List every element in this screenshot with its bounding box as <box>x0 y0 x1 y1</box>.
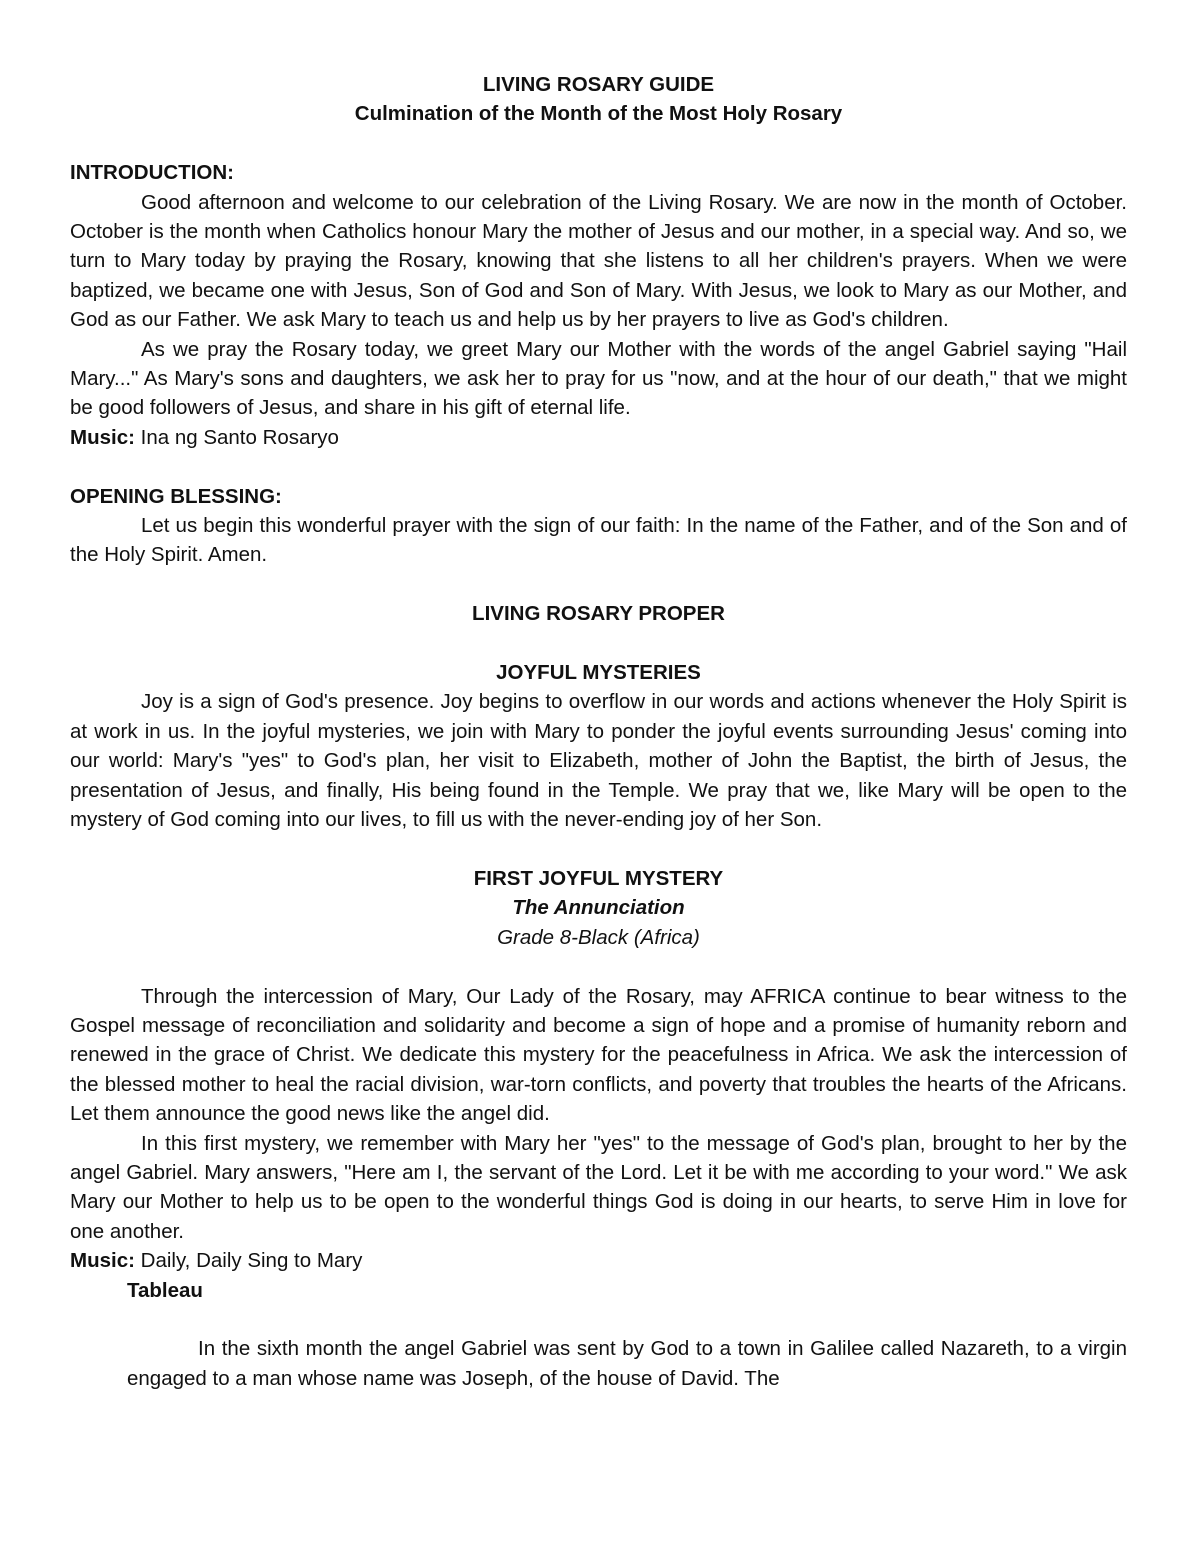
first-mystery-heading: FIRST JOYFUL MYSTERY <box>473 866 724 890</box>
tableau-label: Tableau <box>127 1278 203 1302</box>
spacer <box>70 1305 1127 1334</box>
rosary-proper-heading: LIVING ROSARY PROPER <box>472 602 725 626</box>
music-value: Daily, Daily Sing to Mary <box>134 1249 363 1273</box>
spacer <box>70 570 1127 599</box>
document-title: LIVING ROSARY GUIDE <box>482 73 715 96</box>
introduction-paragraph-1: Good afternoon and welcome to our celebration of the Living Rosary. We are now in the month of October. October is the month when Catholics honour Mary the mother of Jesus and our mother, in a special way. And so, we turn to Mary today by praying the Rosary, knowing that she listens to all her children's prayers. When we were baptized, we became one with Jesus, Son of God and Son of Mary. With Jesus, we look to Mary as our Mother, and God as our Father. We ask Mary to teach us and help us by her prayers to live as God's children. <box>70 190 1127 332</box>
music-value: Ina ng Santo Rosaryo <box>134 425 339 449</box>
spacer <box>70 629 1127 658</box>
introduction-heading: INTRODUCTION: <box>70 161 234 185</box>
music-label: Music: <box>70 1249 135 1273</box>
document-page <box>70 70 1127 1393</box>
spacer <box>70 952 1127 981</box>
first-mystery-music <box>70 1246 1127 1275</box>
music-label: Music: <box>70 425 135 449</box>
tableau-reading: In the sixth month the angel Gabriel was sent by God to a town in Galilee called Nazareth, to a virgin engaged to a man whose name was Joseph, of the house of David. The <box>127 1337 1127 1390</box>
opening-blessing-text: Let us begin this wonderful prayer with the sign of our faith: In the name of the Father, and of the Son and of the Holy Spirit. Amen. <box>70 514 1127 567</box>
spacer <box>70 835 1127 864</box>
first-mystery-name: The Annunciation <box>512 896 685 920</box>
document-subtitle: Culmination of the Month of the Most Holy Rosary <box>354 102 843 126</box>
first-mystery-paragraph-2: In this first mystery, we remember with Mary her "yes" to the message of God's plan, brought to her by the angel Gabriel. Mary answers, "Here am I, the servant of the Lord. Let it be with me according to your word." We ask Mary our Mother to help us to be open to the wonderful things God is doing in our hearts, to serve Him in love for one another. <box>70 1131 1127 1243</box>
spacer <box>70 452 1127 481</box>
opening-blessing-heading: OPENING BLESSING: <box>70 484 282 508</box>
first-mystery-paragraph-1: Through the intercession of Mary, Our Lady of the Rosary, may AFRICA continue to bear witness to the Gospel message of reconciliation and solidarity and become a sign of hope and a promise of humanity reborn and renewed in the grace of Christ. We dedicate this mystery for the peacefulness in Africa. We ask the intercession of the blessed mother to heal the racial division, war-torn conflicts, and poverty that troubles the hearts of the Africans. Let them announce the good news like the angel did. <box>70 984 1127 1126</box>
introduction-paragraph-2: As we pray the Rosary today, we greet Mary our Mother with the words of the angel Gabriel saying "Hail Mary..." As Mary's sons and daughters, we ask her to pray for us "now, and at the hour of our death," that we might be good followers of Jesus, and share in his gift of eternal life. <box>70 337 1127 420</box>
spacer <box>70 129 1127 158</box>
first-mystery-grade: Grade 8-Black (Africa) <box>497 925 700 949</box>
introduction-music <box>70 423 1127 452</box>
joyful-mysteries-heading: JOYFUL MYSTERIES <box>496 661 701 685</box>
joyful-mysteries-text: Joy is a sign of God's presence. Joy begins to overflow in our words and actions whenever the Holy Spirit is at work in us. In the joyful mysteries, we join with Mary to ponder the joyful events surrounding Jesus' coming into our world: Mary's "yes" to God's plan, her visit to Elizabeth, mother of John the Baptist, the birth of Jesus, the presentation of Jesus, and finally, His being found in the Temple. We pray that we, like Mary will be open to the mystery of God coming into our lives, to fill us with the never-ending joy of her Son. <box>70 690 1127 832</box>
